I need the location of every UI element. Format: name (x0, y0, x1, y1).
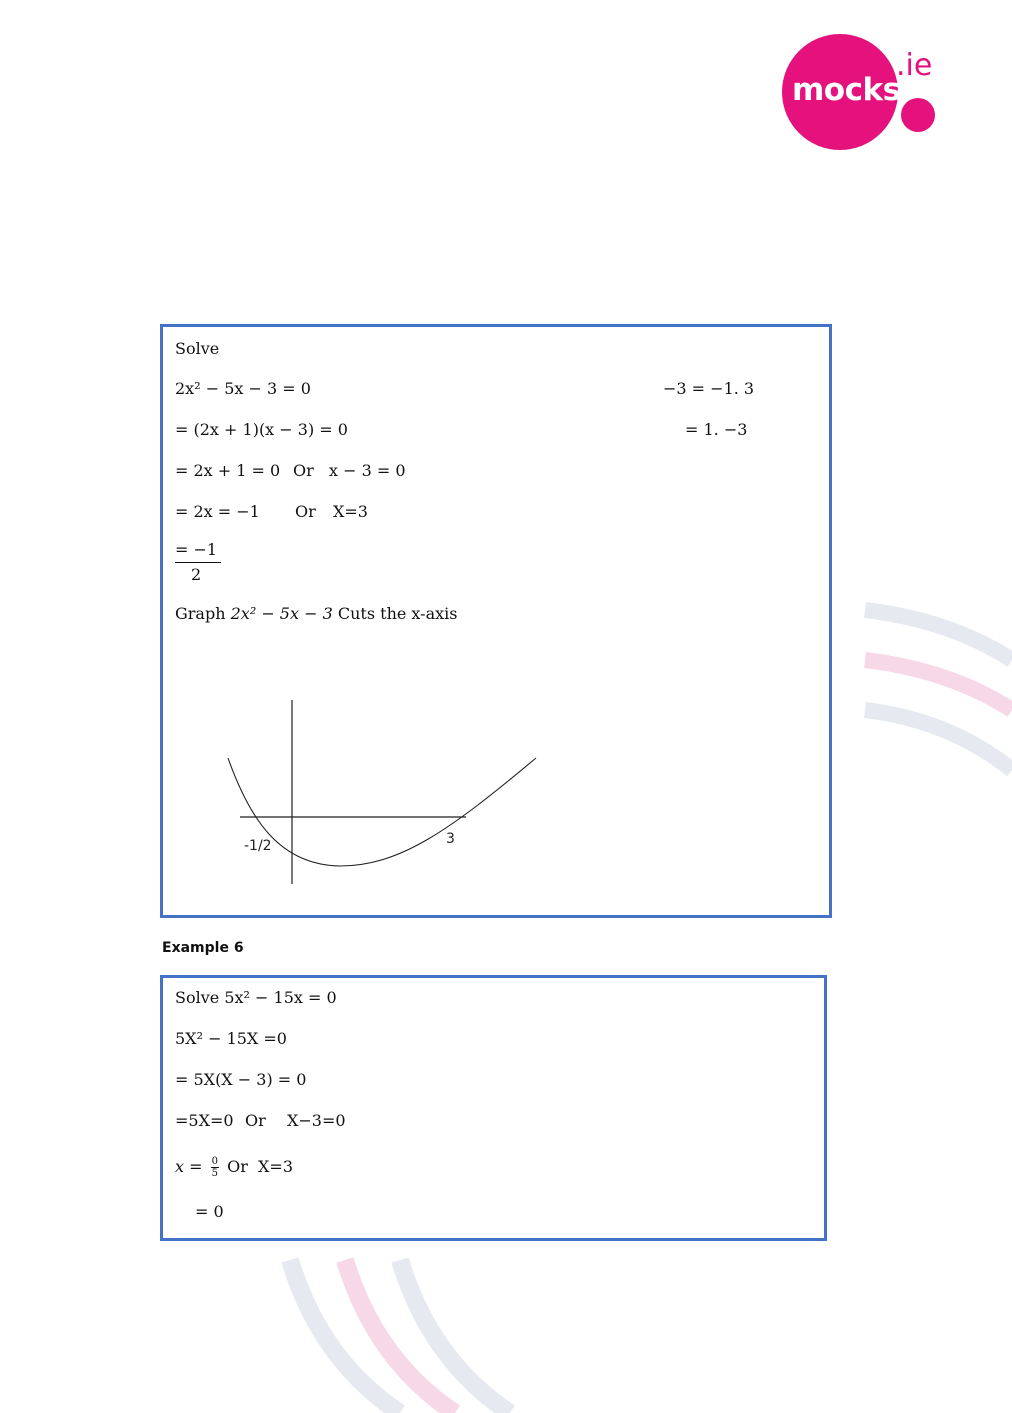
equation-line-3-or: Or (293, 461, 314, 480)
factor-note-2: = 1. −3 (685, 420, 748, 439)
logo-tld: .ie (896, 48, 933, 83)
equation-line-3b: x − 3 = 0 (329, 461, 406, 480)
equation-line-1: 2x² − 5x − 3 = 0 (175, 379, 311, 398)
solution-box-2 (160, 975, 827, 1241)
box2-line-5-lhs: x = (175, 1157, 203, 1176)
box2-line-5-rhs: X=3 (258, 1157, 293, 1176)
parabola-curve (228, 758, 536, 866)
box2-line-5 (175, 1156, 293, 1179)
graph-caption-suffix: Cuts the x-axis (337, 604, 458, 623)
solve-heading: Solve (175, 339, 220, 358)
background-arcs-right (860, 590, 1012, 810)
background-arcs-bottom (280, 1250, 560, 1413)
box2-fraction-numerator: 0 (211, 1156, 218, 1167)
box2-line-3: = 5X(X − 3) = 0 (175, 1070, 307, 1089)
parabola-sketch (220, 690, 550, 890)
box2-line-1 (175, 988, 337, 1008)
box2-line-4b: X−3=0 (287, 1111, 346, 1130)
fraction-denominator: 2 (191, 565, 202, 584)
logo-word: mocks (792, 72, 901, 108)
fraction-numerator (175, 540, 221, 563)
graph-caption-expr: 2x² − 5x − 3 (230, 604, 333, 623)
box2-line-2: 5X² − 15X =0 (175, 1029, 287, 1048)
example-title: Example 6 (162, 940, 244, 956)
equation-line-2: = (2x + 1)(x − 3) = 0 (175, 420, 348, 439)
box2-line-1-prefix: Solve (175, 988, 220, 1007)
graph-caption (175, 604, 457, 624)
box2-line-1-expr: 5x² − 15x = 0 (224, 988, 337, 1007)
graph-label-right: 3 (446, 831, 455, 847)
box2-fraction-denominator: 5 (211, 1168, 218, 1179)
fraction-top: = −1 (175, 540, 221, 563)
box2-line-4-or: Or (245, 1111, 266, 1130)
logo-circle-small (901, 98, 935, 132)
box2-line-5-or: Or (227, 1157, 248, 1176)
graph-caption-prefix: Graph (175, 604, 226, 623)
box2-line-5-fraction (211, 1156, 219, 1179)
equation-line-4a: = 2x = −1 (175, 502, 260, 521)
equation-line-3a: = 2x + 1 = 0 (175, 461, 281, 480)
box2-line-6: = 0 (195, 1202, 224, 1221)
factor-note-1: −3 = −1. 3 (663, 379, 755, 398)
mocks-logo (780, 32, 940, 152)
equation-line-4-or: Or (295, 502, 316, 521)
box2-line-4a: =5X=0 (175, 1111, 234, 1130)
graph-label-left: -1/2 (244, 838, 272, 854)
equation-line-4b: X=3 (333, 502, 368, 521)
